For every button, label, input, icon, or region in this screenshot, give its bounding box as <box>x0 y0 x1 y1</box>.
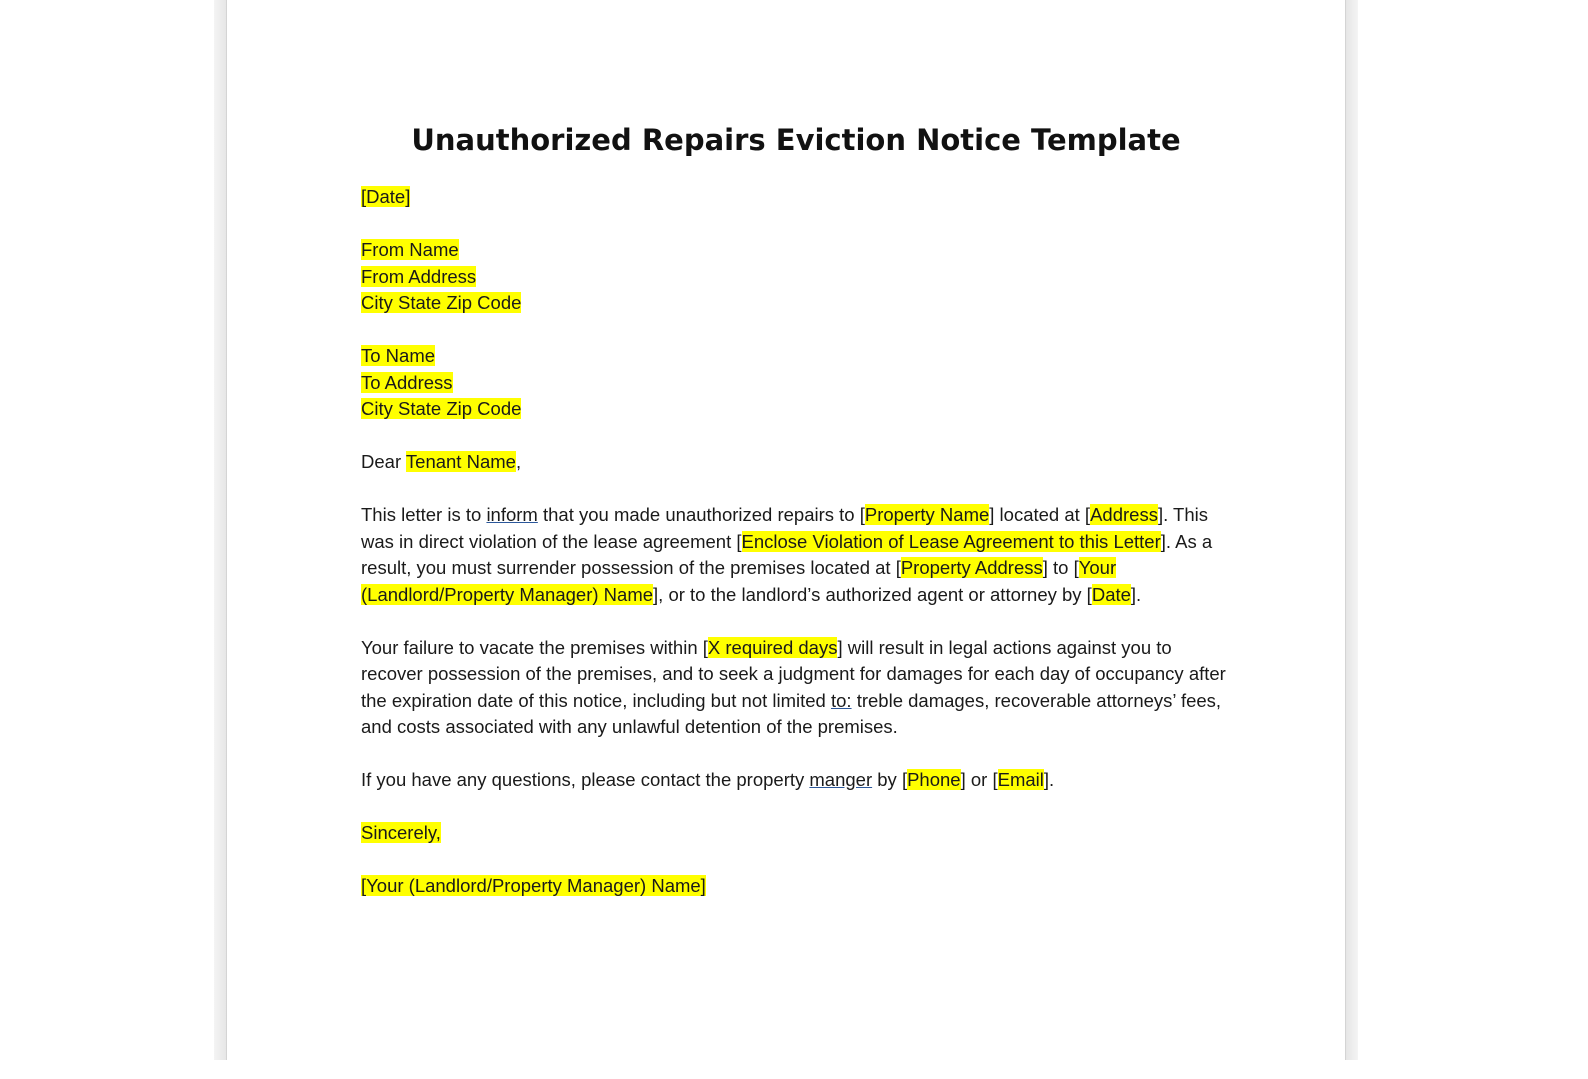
contact-paragraph <box>361 767 1231 794</box>
p2-text-3: treble damages, recoverable attorneys’ fees, and costs associated with any unlawful detention of the premises. <box>361 689 1222 737</box>
spellcheck-word-manger[interactable]: manger <box>809 769 873 790</box>
consequences-paragraph <box>361 635 1231 741</box>
p3-text-1: If you have any questions, please contact the property <box>361 769 810 790</box>
spellcheck-word-inform[interactable]: inform <box>486 504 538 525</box>
p1-text-4: ]. This was in direct violation of the lease agreement [ <box>361 504 1208 552</box>
p1-text-1: This letter is to <box>361 504 487 525</box>
p1-text-8: ]. <box>1130 583 1142 605</box>
notice-paragraph <box>361 502 1231 608</box>
date-placeholder: [Date] <box>361 186 411 207</box>
violation-placeholder: Enclose Violation of Lease Agreement to this Letter <box>741 530 1161 552</box>
p3-text-4: ]. <box>1043 769 1055 790</box>
p1-text-3: ] located at [ <box>989 504 1091 525</box>
salutation-prefix: Dear <box>361 451 406 472</box>
p3-text-3: ] or [ <box>960 769 998 790</box>
page-shadow-right <box>1346 0 1358 1060</box>
signature-placeholder: [Your (Landlord/Property Manager) Name] <box>361 875 706 896</box>
salutation-suffix: , <box>515 451 522 472</box>
p2-text-1: Your failure to vacate the premises within [ <box>361 636 708 658</box>
tenant-name-placeholder: Tenant Name <box>405 451 516 472</box>
address-placeholder: Address <box>1090 504 1158 525</box>
deadline-date-placeholder: Date <box>1091 583 1131 605</box>
p1-text-7: ], or to the landlord’s authorized agent or attorney by [ <box>653 583 1092 605</box>
p3-text-2: by [ <box>872 769 908 790</box>
phone-placeholder: Phone <box>907 769 961 790</box>
to-address: To Address <box>361 371 453 393</box>
sender-address-block <box>361 237 1231 317</box>
signature-line <box>361 873 1231 900</box>
email-placeholder: Email <box>997 769 1044 790</box>
document-title: Unauthorized Repairs Eviction Notice Template <box>411 123 1181 157</box>
p1-text-6: ] to [ <box>1042 557 1079 578</box>
recipient-address-block <box>361 343 1231 423</box>
p2-text-2: ] will result in legal actions against you to recover possession of the premises, and to seek a judgment for damages for each day of occupancy after the expiration date of this notice, including but not limited <box>361 636 1226 711</box>
p1-text-5: ]. As a result, you must surrender possession of the premises located at [ <box>361 530 1213 578</box>
to-city-state-zip: City State Zip Code <box>361 398 522 419</box>
from-name: From Name <box>361 239 459 260</box>
required-days-placeholder: X required days <box>707 636 838 658</box>
landlord-name-placeholder: Your (Landlord/Property Manager) Name <box>361 557 1117 605</box>
closing: Sincerely, <box>361 822 441 843</box>
page-shadow-left <box>214 0 226 1060</box>
to-name: To Name <box>361 345 436 366</box>
date-line <box>361 184 1231 211</box>
salutation <box>361 449 1231 476</box>
from-city-state-zip: City State Zip Code <box>361 292 522 313</box>
document-body[interactable] <box>361 120 1231 926</box>
from-address: From Address <box>361 265 477 287</box>
property-address-placeholder: Property Address <box>900 557 1043 578</box>
p1-text-2: that you made unauthorized repairs to [ <box>537 504 865 525</box>
property-name-placeholder: Property Name <box>864 504 990 525</box>
closing-line <box>361 820 1231 847</box>
document-page[interactable] <box>226 0 1346 1060</box>
spellcheck-word-to[interactable]: to: <box>830 689 852 711</box>
